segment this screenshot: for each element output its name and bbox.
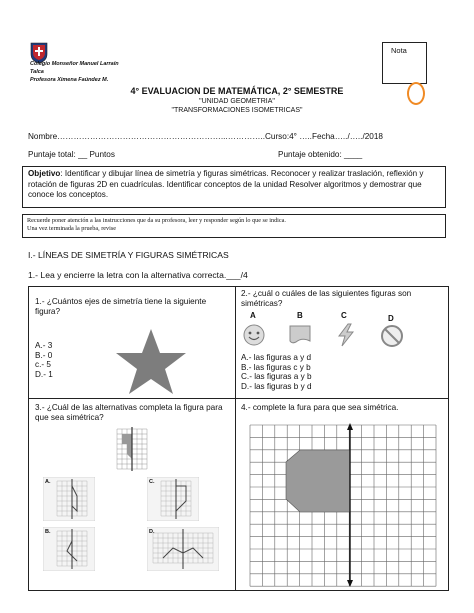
q3-option-a-label: A. [45,479,51,485]
q1-option-b[interactable]: B.- 0 [35,350,53,360]
question-2-options [241,353,312,391]
school-name: Colegio Monseñor Manuel Larraín [30,61,119,67]
q2-letter-b: B [297,311,303,320]
exam-title: 4° EVALUACION DE MATEMÁTICA, 2° SEMESTRE [130,86,344,96]
half-figure-shape [286,450,350,512]
q1-option-c[interactable]: c.- 5 [35,360,51,369]
q3-option-c-label: C. [149,479,155,485]
question-1-cell [29,287,236,399]
lightning-icon [334,323,358,347]
questions-table [28,286,449,591]
school-info [30,60,119,84]
star-figure [113,327,189,397]
total-score: Puntaje total: __ Puntos [28,150,115,159]
q3-grid-figure [113,425,149,475]
q3-option-b-label: B. [45,529,51,535]
nota-label: Nota [391,46,407,55]
q2-letter-a: A [250,311,256,320]
objective-box [22,166,446,208]
obtained-score[interactable]: Puntaje obtenido: ____ [278,150,363,159]
teacher-name: Profesora Ximena Faúndez M. [30,77,109,83]
q3-options [43,477,225,577]
instruction: 1.- Lea y encierre la letra con la alternativa correcta.___/4 [28,270,248,280]
question-4-cell [236,399,449,591]
q2-letter-d: D [388,314,394,323]
topic-subtitle: "TRANSFORMACIONES ISOMETRICAS" [171,107,303,114]
reminder-line-1: Recuerde poner atención a las instrucciones que da su profesora, leer y responder según lo que se indica. [27,217,286,224]
q3-option-d-label: D. [149,529,155,535]
q1-option-a[interactable]: A.- 3 [35,341,53,350]
reminder-line-2: Una vez terminada la prueba, revise [27,225,116,232]
nota-box [382,42,427,84]
question-3-text: 3.- ¿Cuál de las alternativas completa la figura para que sea simétrica? [35,403,223,422]
q2-option-c[interactable]: C.- las figuras a y b [241,372,312,381]
q3-option-d-grid[interactable] [147,527,219,571]
question-2-text: 2.- ¿cuál o cuáles de las siguientes figuras son simétricas? [241,289,412,308]
objective-label: Objetivo [28,169,61,178]
prohibition-icon [379,323,405,349]
question-3-cell [29,399,236,591]
student-name-line[interactable]: Nombre……………………………………………………...…………..Curso:4° …..Fecha…../…../2018 [28,132,383,141]
question-1-text: 1.- ¿Cuántos ejes de simetría tiene la siguiente figura? [35,297,207,316]
section-title: I.- LÍNEAS DE SIMETRÍA Y FIGURAS SIMÉTRICAS [28,250,229,260]
question-2-cell [236,287,449,399]
q2-option-b[interactable]: B.- las figuras c y b [241,362,311,372]
question-4-text: 4.- complete la fura para que sea simétrica. [241,403,399,412]
smiley-icon [241,323,267,347]
objective-text: : Identificar y dibujar línea de simetría y figuras simétricas. Reconocer y realizar traslación, reflexión y rotación de figuras 2D en cuadrículas. Identificar conceptos de la unidad Resolver algoritmos y demostrar que conoce los conceptos. [28,169,424,199]
axis-arrow-top [347,423,353,430]
question-1-options [35,341,53,379]
school-city: Talca [30,69,44,75]
q2-option-a[interactable]: A.- las figuras a y d [241,353,312,362]
q1-option-d[interactable]: D.- 1 [35,369,53,379]
flag-shape-icon [288,323,314,345]
unit-subtitle: "UNIDAD GEOMETRIA" [199,98,275,105]
q2-letter-c: C [341,311,347,320]
q4-grid-figure[interactable] [248,423,440,587]
reminder-box [22,214,446,238]
q2-option-d[interactable]: D.- las figuras b y d [241,381,312,391]
